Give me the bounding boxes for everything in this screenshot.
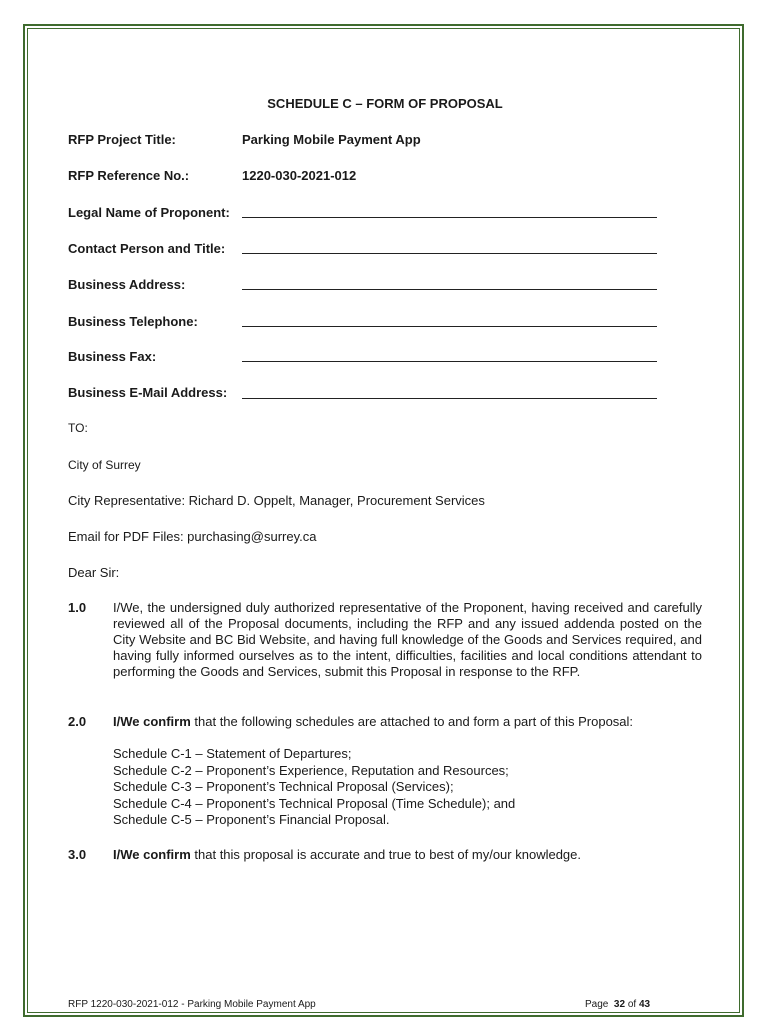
address-label: Business Address: [68, 277, 186, 292]
project-title-row [68, 132, 421, 147]
fax-label: Business Fax: [68, 349, 157, 364]
schedule-list [113, 746, 515, 829]
reference-row [68, 168, 357, 183]
footer-current-page: 32 [613, 999, 626, 1010]
city-representative: City Representative: Richard D. Oppelt, Manager, Procurement Services [68, 493, 485, 508]
item-number: 1.0 [68, 600, 87, 615]
to-label: TO: [68, 421, 88, 435]
footer-doc-title: RFP 1220-030-2021-012 - Parking Mobile Payment App [68, 999, 316, 1010]
legal-name-label: Legal Name of Proponent: [68, 205, 230, 220]
item-body: I/We, the undersigned duly authorized representative of the Proponent, having received and carefully reviewed all of the Proposal documents, including the RFP and any issued addenda posted on the City Website and BC Bid Website, and having full knowledge of the Goods and Services required, and having fully informed ourselves as to the intent, difficulties, facilities and local conditions attendant to performing the Goods and Services, submit this Proposal in response to the RFP. [113, 600, 702, 679]
item-text [113, 600, 702, 680]
pdf-email: Email for PDF Files: purchasing@surrey.ca [68, 529, 317, 544]
city-name: City of Surrey [68, 458, 141, 472]
item-bold: I/We confirm [113, 847, 191, 862]
email-field[interactable] [242, 398, 657, 399]
address-field[interactable] [242, 289, 657, 290]
contact-field[interactable] [242, 253, 657, 254]
item-body: that the following schedules are attached to and form a part of this Proposal: [190, 714, 634, 729]
footer-page-number: Page 32 of 43 [585, 999, 651, 1010]
telephone-label: Business Telephone: [68, 314, 198, 329]
salutation: Dear Sir: [68, 565, 120, 580]
schedule-item: Schedule C-2 – Proponent’s Experience, Reputation and Resources; [113, 762, 509, 778]
schedule-item: Schedule C-4 – Proponent’s Technical Proposal (Time Schedule); and [113, 795, 516, 811]
item-number: 2.0 [68, 714, 87, 729]
item-bold: I/We confirm [113, 714, 191, 729]
footer-total-pages: 43 [638, 999, 651, 1010]
project-title-value: Parking Mobile Payment App [242, 132, 421, 147]
schedule-item: Schedule C-5 – Proponent’s Financial Proposal. [113, 812, 390, 827]
legal-name-field[interactable] [242, 217, 657, 218]
contact-label: Contact Person and Title: [68, 241, 226, 256]
project-title-label: RFP Project Title: [68, 132, 176, 147]
telephone-field[interactable] [242, 326, 657, 327]
reference-value: 1220-030-2021-012 [242, 168, 357, 183]
schedule-item: Schedule C-3 – Proponent’s Technical Proposal (Services); [113, 779, 454, 794]
email-label: Business E-Mail Address: [68, 385, 228, 400]
item-number: 3.0 [68, 847, 87, 862]
reference-label: RFP Reference No.: [68, 168, 190, 183]
item-text [113, 714, 702, 730]
schedule-item: Schedule C-1 – Statement of Departures; [113, 746, 352, 761]
item-body: that this proposal is accurate and true to best of my/our knowledge. [190, 847, 581, 862]
item-text [113, 847, 702, 863]
page-title: SCHEDULE C – FORM OF PROPOSAL [267, 96, 503, 111]
fax-field[interactable] [242, 361, 657, 362]
